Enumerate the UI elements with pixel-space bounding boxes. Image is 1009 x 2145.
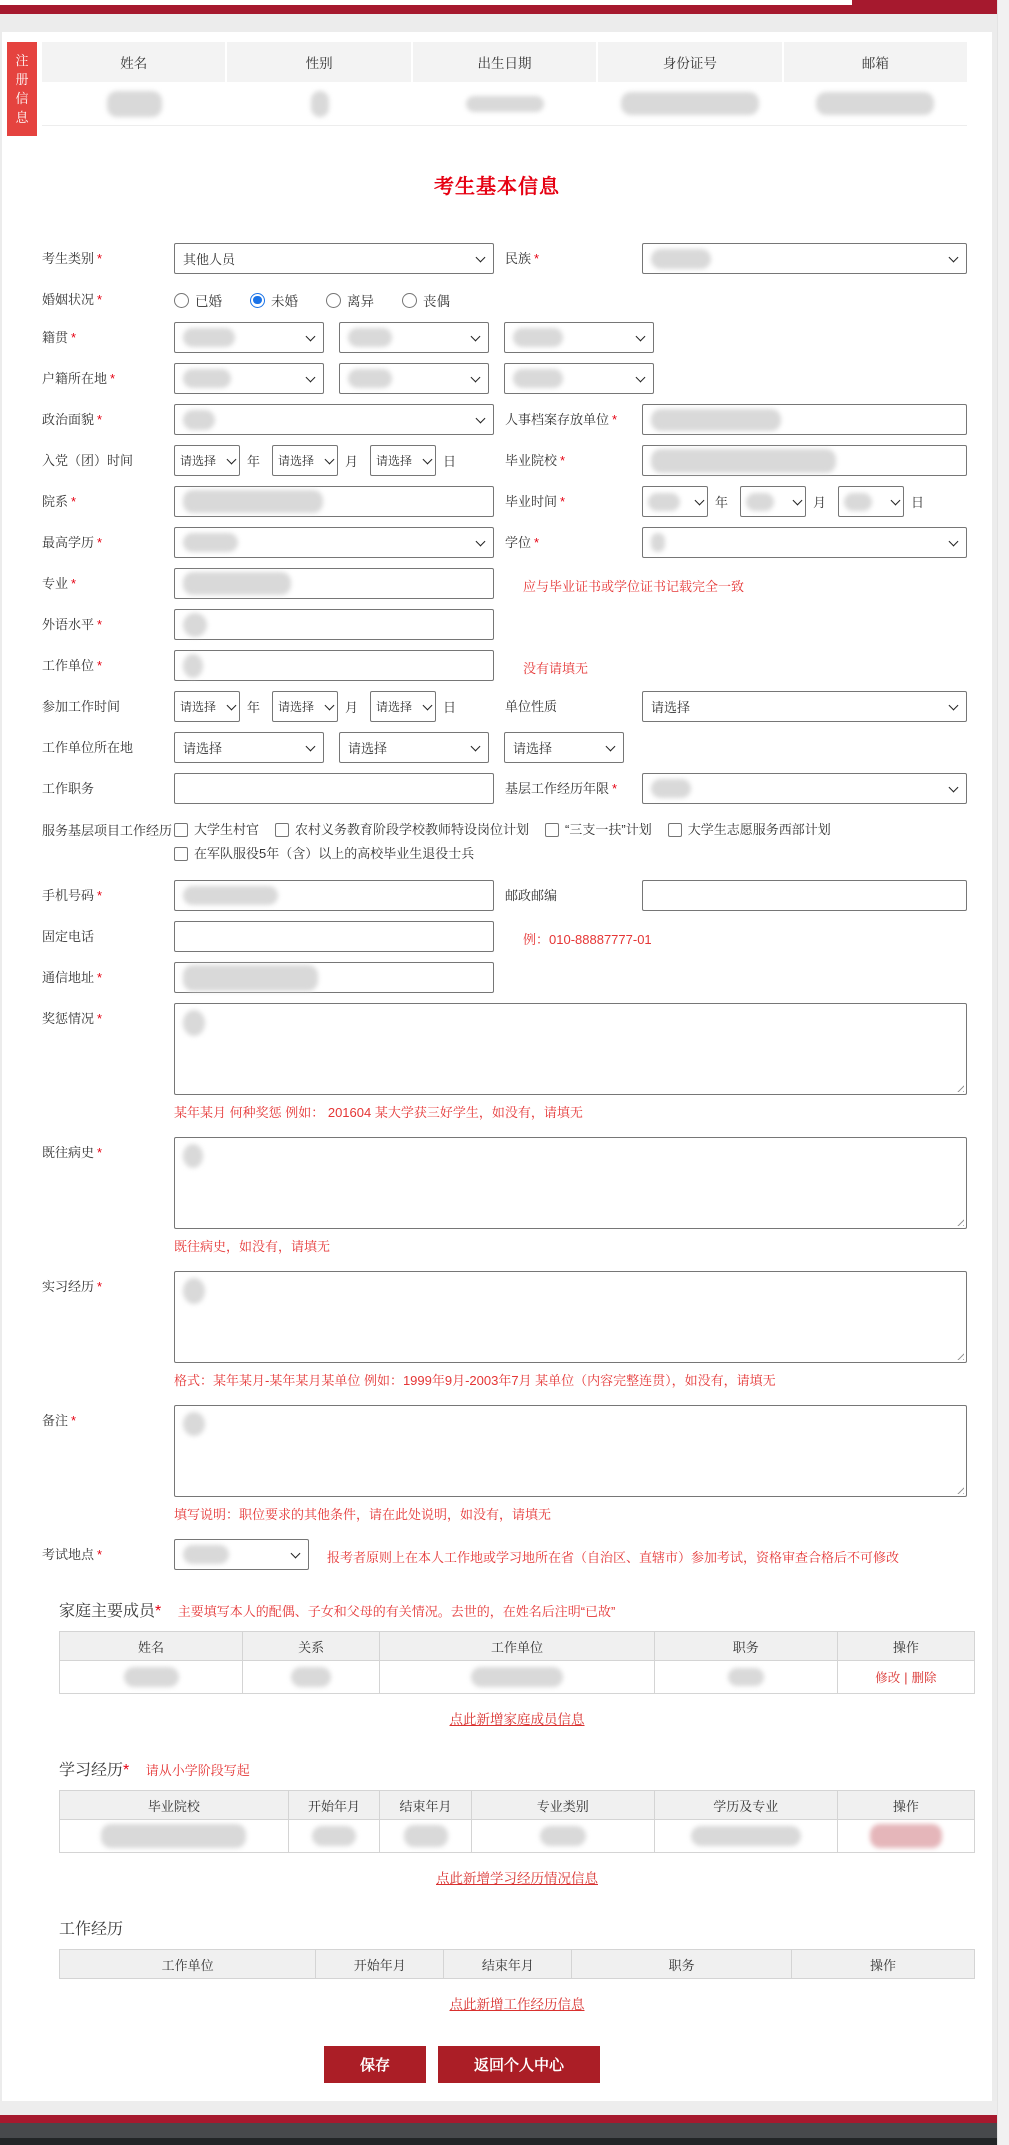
redacted-value bbox=[183, 1278, 205, 1304]
redacted-value bbox=[183, 328, 235, 347]
add-study-record-link[interactable]: 点此新增学习经历情况信息 bbox=[436, 1871, 598, 1886]
internship-label: 实习经历 * bbox=[42, 1279, 103, 1294]
redacted-value bbox=[183, 1545, 229, 1564]
chevron-down-icon bbox=[325, 701, 335, 711]
exam-location-select[interactable] bbox=[174, 1539, 309, 1570]
chevron-down-icon bbox=[471, 373, 481, 383]
radio-icon bbox=[402, 293, 417, 308]
degree-label: 学位 * bbox=[505, 535, 540, 550]
medical-history-textarea[interactable] bbox=[174, 1137, 967, 1229]
redacted-value bbox=[183, 1010, 205, 1036]
chevron-down-icon bbox=[471, 332, 481, 342]
unit-day: 日 bbox=[911, 495, 925, 510]
major-label: 专业 * bbox=[42, 576, 77, 591]
grassroots-years-select[interactable] bbox=[642, 773, 967, 804]
job-title-label: 工作职务 bbox=[42, 781, 95, 796]
household-location-label: 户籍所在地 * bbox=[42, 371, 116, 386]
chevron-down-icon bbox=[476, 414, 486, 424]
grassroots-years-label: 基层工作经历年限 * bbox=[505, 781, 618, 796]
study-section-title: 学习经历* 请从小学阶段写起 bbox=[59, 1762, 250, 1779]
redacted-value bbox=[183, 886, 278, 905]
chevron-down-icon bbox=[325, 455, 335, 465]
chevron-down-icon bbox=[949, 253, 959, 263]
top-red-bar bbox=[0, 5, 997, 14]
main-card bbox=[2, 32, 992, 2101]
family-section-title: 家庭主要成员* 主要填写本人的配偶、子女和父母的有关情况。去世的，在姓名后注明“已故” bbox=[59, 1603, 616, 1620]
redacted-value bbox=[651, 409, 781, 431]
family-table-header: 姓名 关系 工作单位 职务 操作 bbox=[60, 1632, 975, 1661]
exam-location-hint: 报考者原则上在本人工作地或学习地所在省（自治区、直辖市）参加考试，资格审查合格后不可修改 bbox=[327, 1550, 900, 1565]
study-section-note: 请从小学阶段写起 bbox=[145, 1763, 250, 1778]
department-input[interactable] bbox=[174, 486, 494, 517]
redacted-email bbox=[816, 92, 934, 115]
work-start-year-select[interactable]: 请选择 bbox=[174, 691, 240, 722]
landline-input[interactable] bbox=[174, 921, 494, 952]
radio-checked-icon bbox=[250, 293, 265, 308]
unit-year: 年 bbox=[247, 700, 261, 715]
radio-divorced[interactable]: 离异 bbox=[326, 290, 374, 310]
party-join-time-label: 入党（团）时间 bbox=[42, 453, 134, 468]
registration-summary-row bbox=[42, 82, 967, 126]
postal-code-input[interactable] bbox=[642, 880, 967, 911]
highest-education-label: 最高学历 * bbox=[42, 535, 103, 550]
redacted-value bbox=[183, 1144, 203, 1168]
native-place-city-select[interactable] bbox=[339, 322, 489, 353]
redacted-value bbox=[651, 449, 836, 473]
chevron-down-icon bbox=[306, 332, 316, 342]
tab-char: 息 bbox=[15, 110, 29, 125]
chevron-down-icon bbox=[891, 496, 901, 506]
footer-grey-strip bbox=[0, 2101, 1009, 2115]
redacted-value bbox=[183, 572, 291, 595]
medical-history-label: 既往病史 * bbox=[42, 1145, 103, 1160]
mailing-address-input[interactable] bbox=[174, 962, 494, 993]
redacted-value bbox=[844, 493, 872, 511]
chevron-down-icon bbox=[306, 373, 316, 383]
redacted-gender bbox=[311, 91, 329, 117]
checkbox-veteran[interactable]: 在军队服役5年（含）以上的高校毕业生退役士兵 bbox=[174, 844, 474, 864]
chevron-down-icon bbox=[291, 1549, 301, 1559]
chevron-down-icon bbox=[423, 701, 433, 711]
radio-icon bbox=[326, 293, 341, 308]
resize-handle-icon[interactable] bbox=[954, 1216, 964, 1226]
postal-code-label: 邮政邮编 bbox=[505, 888, 558, 903]
highest-education-select[interactable] bbox=[174, 527, 494, 558]
marital-status-radios bbox=[174, 284, 478, 310]
redacted-value bbox=[183, 533, 238, 552]
internship-textarea[interactable] bbox=[174, 1271, 967, 1363]
family-edit-link[interactable]: 修改 bbox=[875, 1671, 901, 1685]
archive-unit-label: 人事档案存放单位 * bbox=[505, 412, 618, 427]
candidate-type-value: 其他人员 bbox=[183, 252, 236, 267]
exam-location-label: 考试地点 * bbox=[42, 1547, 103, 1562]
registration-summary bbox=[2, 32, 992, 126]
graduate-school-input[interactable] bbox=[642, 445, 967, 476]
redacted-value bbox=[746, 493, 774, 511]
unit-day: 日 bbox=[443, 454, 457, 469]
chevron-down-icon bbox=[636, 332, 646, 342]
chevron-down-icon bbox=[949, 701, 959, 711]
marital-status-label: 婚姻状况 * bbox=[42, 292, 103, 307]
redacted-value bbox=[183, 410, 215, 430]
add-work-record-link[interactable]: 点此新增工作经历信息 bbox=[449, 1997, 585, 2012]
radio-unmarried[interactable]: 未婚 bbox=[250, 290, 298, 310]
party-join-day-select[interactable]: 请选择 bbox=[370, 445, 436, 476]
redacted-start-date bbox=[312, 1826, 356, 1846]
col-id-number: 身份证号 bbox=[598, 42, 781, 82]
graduation-time-label: 毕业时间 * bbox=[505, 494, 566, 509]
party-join-month-select[interactable]: 请选择 bbox=[272, 445, 338, 476]
add-family-member-link[interactable]: 点此新增家庭成员信息 bbox=[449, 1712, 585, 1727]
page-background bbox=[0, 14, 1009, 2101]
checkbox-sanzhiyifu-plan[interactable]: “三支一扶”计划 bbox=[545, 820, 652, 840]
resize-handle-icon[interactable] bbox=[954, 1082, 964, 1092]
work-start-time-label: 参加工作时间 bbox=[42, 699, 121, 714]
political-status-select[interactable] bbox=[174, 404, 494, 435]
remarks-textarea[interactable] bbox=[174, 1405, 967, 1497]
household-city-select[interactable] bbox=[339, 363, 489, 394]
page-title: 考生基本信息 bbox=[434, 176, 560, 198]
scrollbar[interactable] bbox=[997, 0, 1009, 2145]
mobile-input[interactable] bbox=[174, 880, 494, 911]
foreign-language-label: 外语水平 * bbox=[42, 617, 103, 632]
footer-bottom-bar bbox=[0, 2138, 1009, 2145]
rewards-label: 奖惩情况 * bbox=[42, 1011, 103, 1026]
employer-province-select[interactable]: 请选择 bbox=[174, 732, 324, 763]
redacted-value bbox=[183, 490, 323, 513]
redacted-major-category bbox=[540, 1826, 586, 1846]
redacted-value bbox=[183, 654, 203, 678]
graduation-month-select[interactable] bbox=[740, 486, 806, 517]
employer-type-select[interactable]: 请选择 bbox=[642, 691, 967, 722]
chevron-down-icon bbox=[476, 537, 486, 547]
work-table-header: 工作单位 开始年月 结束年月 职务 操作 bbox=[60, 1950, 975, 1979]
radio-icon bbox=[174, 293, 189, 308]
study-table-header: 毕业院校 开始年月 结束年月 专业类别 学历及专业 操作 bbox=[60, 1791, 975, 1820]
archive-unit-input[interactable] bbox=[642, 404, 967, 435]
employer-hint: 没有请填无 bbox=[523, 661, 589, 676]
redacted-birthdate bbox=[466, 96, 544, 112]
work-start-month-select[interactable]: 请选择 bbox=[272, 691, 338, 722]
redacted-value bbox=[183, 1412, 205, 1436]
tab-char: 册 bbox=[15, 72, 29, 87]
unit-month: 月 bbox=[345, 454, 359, 469]
employer-label: 工作单位 * bbox=[42, 658, 103, 673]
action-divider: | bbox=[904, 1671, 908, 1685]
graduation-day-select[interactable] bbox=[838, 486, 904, 517]
landline-label: 固定电话 bbox=[42, 929, 95, 944]
mobile-label: 手机号码 * bbox=[42, 888, 103, 903]
unit-day: 日 bbox=[443, 700, 457, 715]
candidate-type-select[interactable] bbox=[174, 243, 494, 274]
grassroots-programs-checkboxes bbox=[174, 814, 967, 868]
candidate-form bbox=[2, 243, 992, 2083]
save-button[interactable]: 保存 bbox=[324, 2046, 426, 2083]
redacted-value bbox=[651, 533, 665, 552]
family-table bbox=[59, 1631, 975, 1694]
unit-month: 月 bbox=[345, 700, 359, 715]
redacted-value bbox=[513, 369, 563, 388]
checkbox-icon bbox=[668, 823, 682, 837]
family-section-note: 主要填写本人的配偶、子女和父母的有关情况。去世的，在姓名后注明“已故” bbox=[177, 1604, 616, 1619]
checkbox-village-official[interactable]: 大学生村官 bbox=[174, 820, 259, 840]
redacted-member-name bbox=[124, 1667, 179, 1687]
footer-dark-bar bbox=[0, 2123, 1009, 2138]
household-district-select[interactable] bbox=[504, 363, 654, 394]
redacted-value bbox=[183, 369, 231, 388]
candidate-type-label: 考生类别 * bbox=[42, 251, 103, 266]
degree-select[interactable] bbox=[642, 527, 967, 558]
radio-married[interactable]: 已婚 bbox=[174, 290, 222, 310]
checkbox-icon bbox=[275, 823, 289, 837]
employer-city-select[interactable]: 请选择 bbox=[339, 732, 489, 763]
tab-char: 注 bbox=[15, 53, 29, 68]
chevron-down-icon bbox=[606, 742, 616, 752]
checkbox-rural-teacher-plan[interactable]: 农村义务教育阶段学校教师特设岗位计划 bbox=[275, 820, 529, 840]
unit-year: 年 bbox=[247, 454, 261, 469]
chevron-down-icon bbox=[949, 537, 959, 547]
rewards-textarea[interactable] bbox=[174, 1003, 967, 1095]
foreign-language-input[interactable] bbox=[174, 609, 494, 640]
family-table-row bbox=[60, 1661, 975, 1694]
redacted-name bbox=[107, 91, 162, 117]
medical-history-hint: 既往病史，如没有，请填无 bbox=[174, 1239, 331, 1254]
resize-handle-icon[interactable] bbox=[954, 1484, 964, 1494]
redacted-end-date bbox=[404, 1825, 448, 1847]
radio-widowed[interactable]: 丧偶 bbox=[402, 290, 450, 310]
registration-info-tab[interactable] bbox=[7, 42, 37, 136]
party-join-year-select[interactable]: 请选择 bbox=[174, 445, 240, 476]
registration-summary-header bbox=[42, 42, 967, 82]
form-actions bbox=[4, 2046, 920, 2083]
redacted-member-relation bbox=[291, 1667, 331, 1687]
redacted-value bbox=[513, 328, 563, 347]
tab-char: 信 bbox=[15, 91, 29, 106]
unit-year: 年 bbox=[715, 495, 729, 510]
redacted-member-title bbox=[728, 1668, 764, 1686]
redacted-value bbox=[183, 965, 318, 991]
grassroots-programs-label: 服务基层项目工作经历 bbox=[42, 823, 173, 838]
checkbox-icon bbox=[174, 823, 188, 837]
political-status-label: 政治面貌 * bbox=[42, 412, 103, 427]
checkbox-icon bbox=[174, 847, 188, 861]
employer-district-select[interactable]: 请选择 bbox=[504, 732, 624, 763]
chevron-down-icon bbox=[636, 373, 646, 383]
work-start-day-select[interactable]: 请选择 bbox=[370, 691, 436, 722]
rewards-hint: 某年某月 何种奖惩 例如： 201604 某大学获三好学生，如没有，请填无 bbox=[174, 1105, 583, 1120]
redacted-value bbox=[348, 369, 392, 388]
chevron-down-icon bbox=[695, 496, 705, 506]
landline-hint: 例：010-88887777-01 bbox=[523, 932, 652, 947]
ethnicity-select[interactable] bbox=[642, 243, 967, 274]
resize-handle-icon[interactable] bbox=[954, 1350, 964, 1360]
col-email: 邮箱 bbox=[784, 42, 967, 82]
work-section-title: 工作经历 bbox=[59, 1921, 124, 1938]
redacted-value bbox=[348, 328, 392, 347]
internship-hint: 格式：某年某月-某年某月某单位 例如：1999年9月-2003年7月 某单位（内容完整连贯），如没有，请填无 bbox=[174, 1373, 776, 1388]
employer-input[interactable] bbox=[174, 650, 494, 681]
major-input[interactable] bbox=[174, 568, 494, 599]
study-table-row bbox=[60, 1820, 975, 1853]
chevron-down-icon bbox=[227, 701, 237, 711]
remarks-hint: 填写说明：职位要求的其他条件，请在此处说明，如没有，请填无 bbox=[174, 1507, 552, 1522]
department-label: 院系 * bbox=[42, 494, 77, 509]
chevron-down-icon bbox=[423, 455, 433, 465]
chevron-down-icon bbox=[949, 783, 959, 793]
household-province-select[interactable] bbox=[174, 363, 324, 394]
redacted-school bbox=[101, 1824, 246, 1848]
checkbox-west-volunteer-plan[interactable]: 大学生志愿服务西部计划 bbox=[668, 820, 831, 840]
col-name: 姓名 bbox=[42, 42, 225, 82]
col-gender: 性别 bbox=[227, 42, 410, 82]
back-to-personal-center-button[interactable]: 返回个人中心 bbox=[438, 2046, 600, 2083]
study-table bbox=[59, 1790, 975, 1853]
job-title-input[interactable] bbox=[174, 773, 494, 804]
top-edge-red-strip bbox=[852, 0, 997, 5]
redacted-value bbox=[183, 613, 207, 637]
top-strip bbox=[0, 0, 1009, 5]
employer-type-label: 单位性质 bbox=[505, 699, 558, 714]
graduation-year-select[interactable] bbox=[642, 486, 708, 517]
redacted-ethnicity bbox=[651, 249, 711, 269]
chevron-down-icon bbox=[476, 253, 486, 263]
chevron-down-icon bbox=[227, 455, 237, 465]
redacted-study-actions[interactable] bbox=[870, 1824, 942, 1848]
redacted-member-employer bbox=[471, 1667, 563, 1687]
chevron-down-icon bbox=[793, 496, 803, 506]
native-place-district-select[interactable] bbox=[504, 322, 654, 353]
redacted-degree-major bbox=[691, 1826, 801, 1846]
redacted-value bbox=[648, 493, 680, 511]
employer-location-label: 工作单位所在地 bbox=[42, 740, 134, 755]
checkbox-icon bbox=[545, 823, 559, 837]
family-delete-link[interactable]: 删除 bbox=[911, 1671, 937, 1685]
work-table bbox=[59, 1949, 975, 1979]
native-place-label: 籍贯 * bbox=[42, 330, 77, 345]
footer-red-bar bbox=[0, 2115, 1009, 2123]
remarks-label: 备注 * bbox=[42, 1413, 77, 1428]
mailing-address-label: 通信地址 * bbox=[42, 970, 103, 985]
major-hint: 应与毕业证书或学位证书记载完全一致 bbox=[523, 579, 745, 594]
graduate-school-label: 毕业院校 * bbox=[505, 453, 566, 468]
redacted-id-number bbox=[621, 92, 759, 115]
native-place-province-select[interactable] bbox=[174, 322, 324, 353]
chevron-down-icon bbox=[306, 742, 316, 752]
redacted-value bbox=[651, 779, 691, 798]
chevron-down-icon bbox=[471, 742, 481, 752]
col-birthdate: 出生日期 bbox=[413, 42, 596, 82]
unit-month: 月 bbox=[813, 495, 827, 510]
ethnicity-label: 民族 * bbox=[505, 251, 540, 266]
